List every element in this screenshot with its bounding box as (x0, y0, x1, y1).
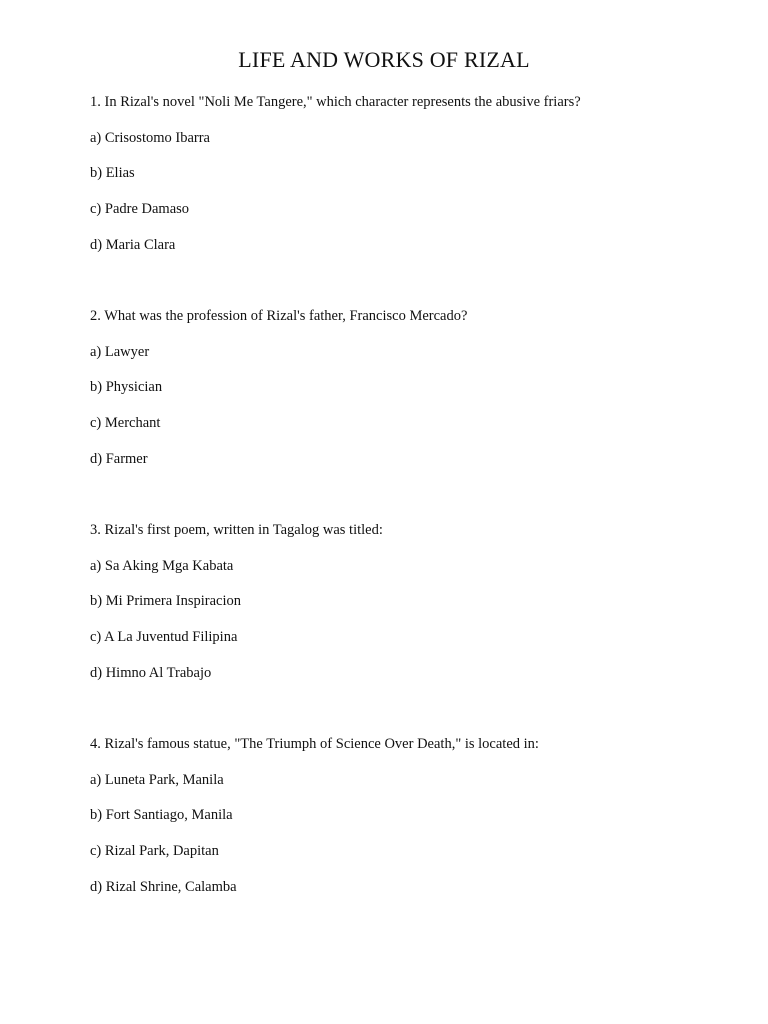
answer-option-c: c) Merchant (90, 415, 161, 432)
answer-option-a: a) Lawyer (90, 343, 150, 360)
answer-option-b: b) Physician (90, 379, 163, 396)
answer-option-d: d) Himno Al Trabajo (90, 664, 212, 681)
question-text: 1. In Rizal's novel "Noli Me Tangere," which character represents the abusive friars? (90, 94, 581, 110)
question-text: 2. What was the profession of Rizal's father, Francisco Mercado? (90, 308, 468, 324)
answer-option-d: d) Farmer (90, 450, 148, 467)
question-text: 3. Rizal's first poem, written in Tagalog was titled: (90, 522, 383, 538)
question-4 (90, 735, 730, 896)
question-2 (90, 307, 730, 468)
answer-option-b: b) Mi Primera Inspiracion (90, 593, 242, 610)
question-3 (90, 521, 730, 682)
answer-option-a: a) Luneta Park, Manila (90, 771, 224, 788)
answer-option-b: b) Fort Santiago, Manila (90, 807, 233, 824)
question-1 (90, 93, 730, 254)
answer-option-a: a) Crisostomo Ibarra (90, 129, 210, 146)
question-text: 4. Rizal's famous statue, "The Triumph of Science Over Death," is located in: (90, 736, 539, 752)
answer-option-c: c) Rizal Park, Dapitan (90, 843, 219, 860)
answer-option-d: d) Rizal Shrine, Calamba (90, 878, 237, 895)
page-title: LIFE AND WORKS OF RIZAL (238, 47, 530, 72)
answer-option-b: b) Elias (90, 165, 135, 182)
answer-option-a: a) Sa Aking Mga Kabata (90, 557, 234, 574)
answer-option-c: c) Padre Damaso (90, 201, 190, 218)
answer-option-c: c) A La Juventud Filipina (90, 629, 238, 646)
answer-option-d: d) Maria Clara (90, 236, 176, 253)
